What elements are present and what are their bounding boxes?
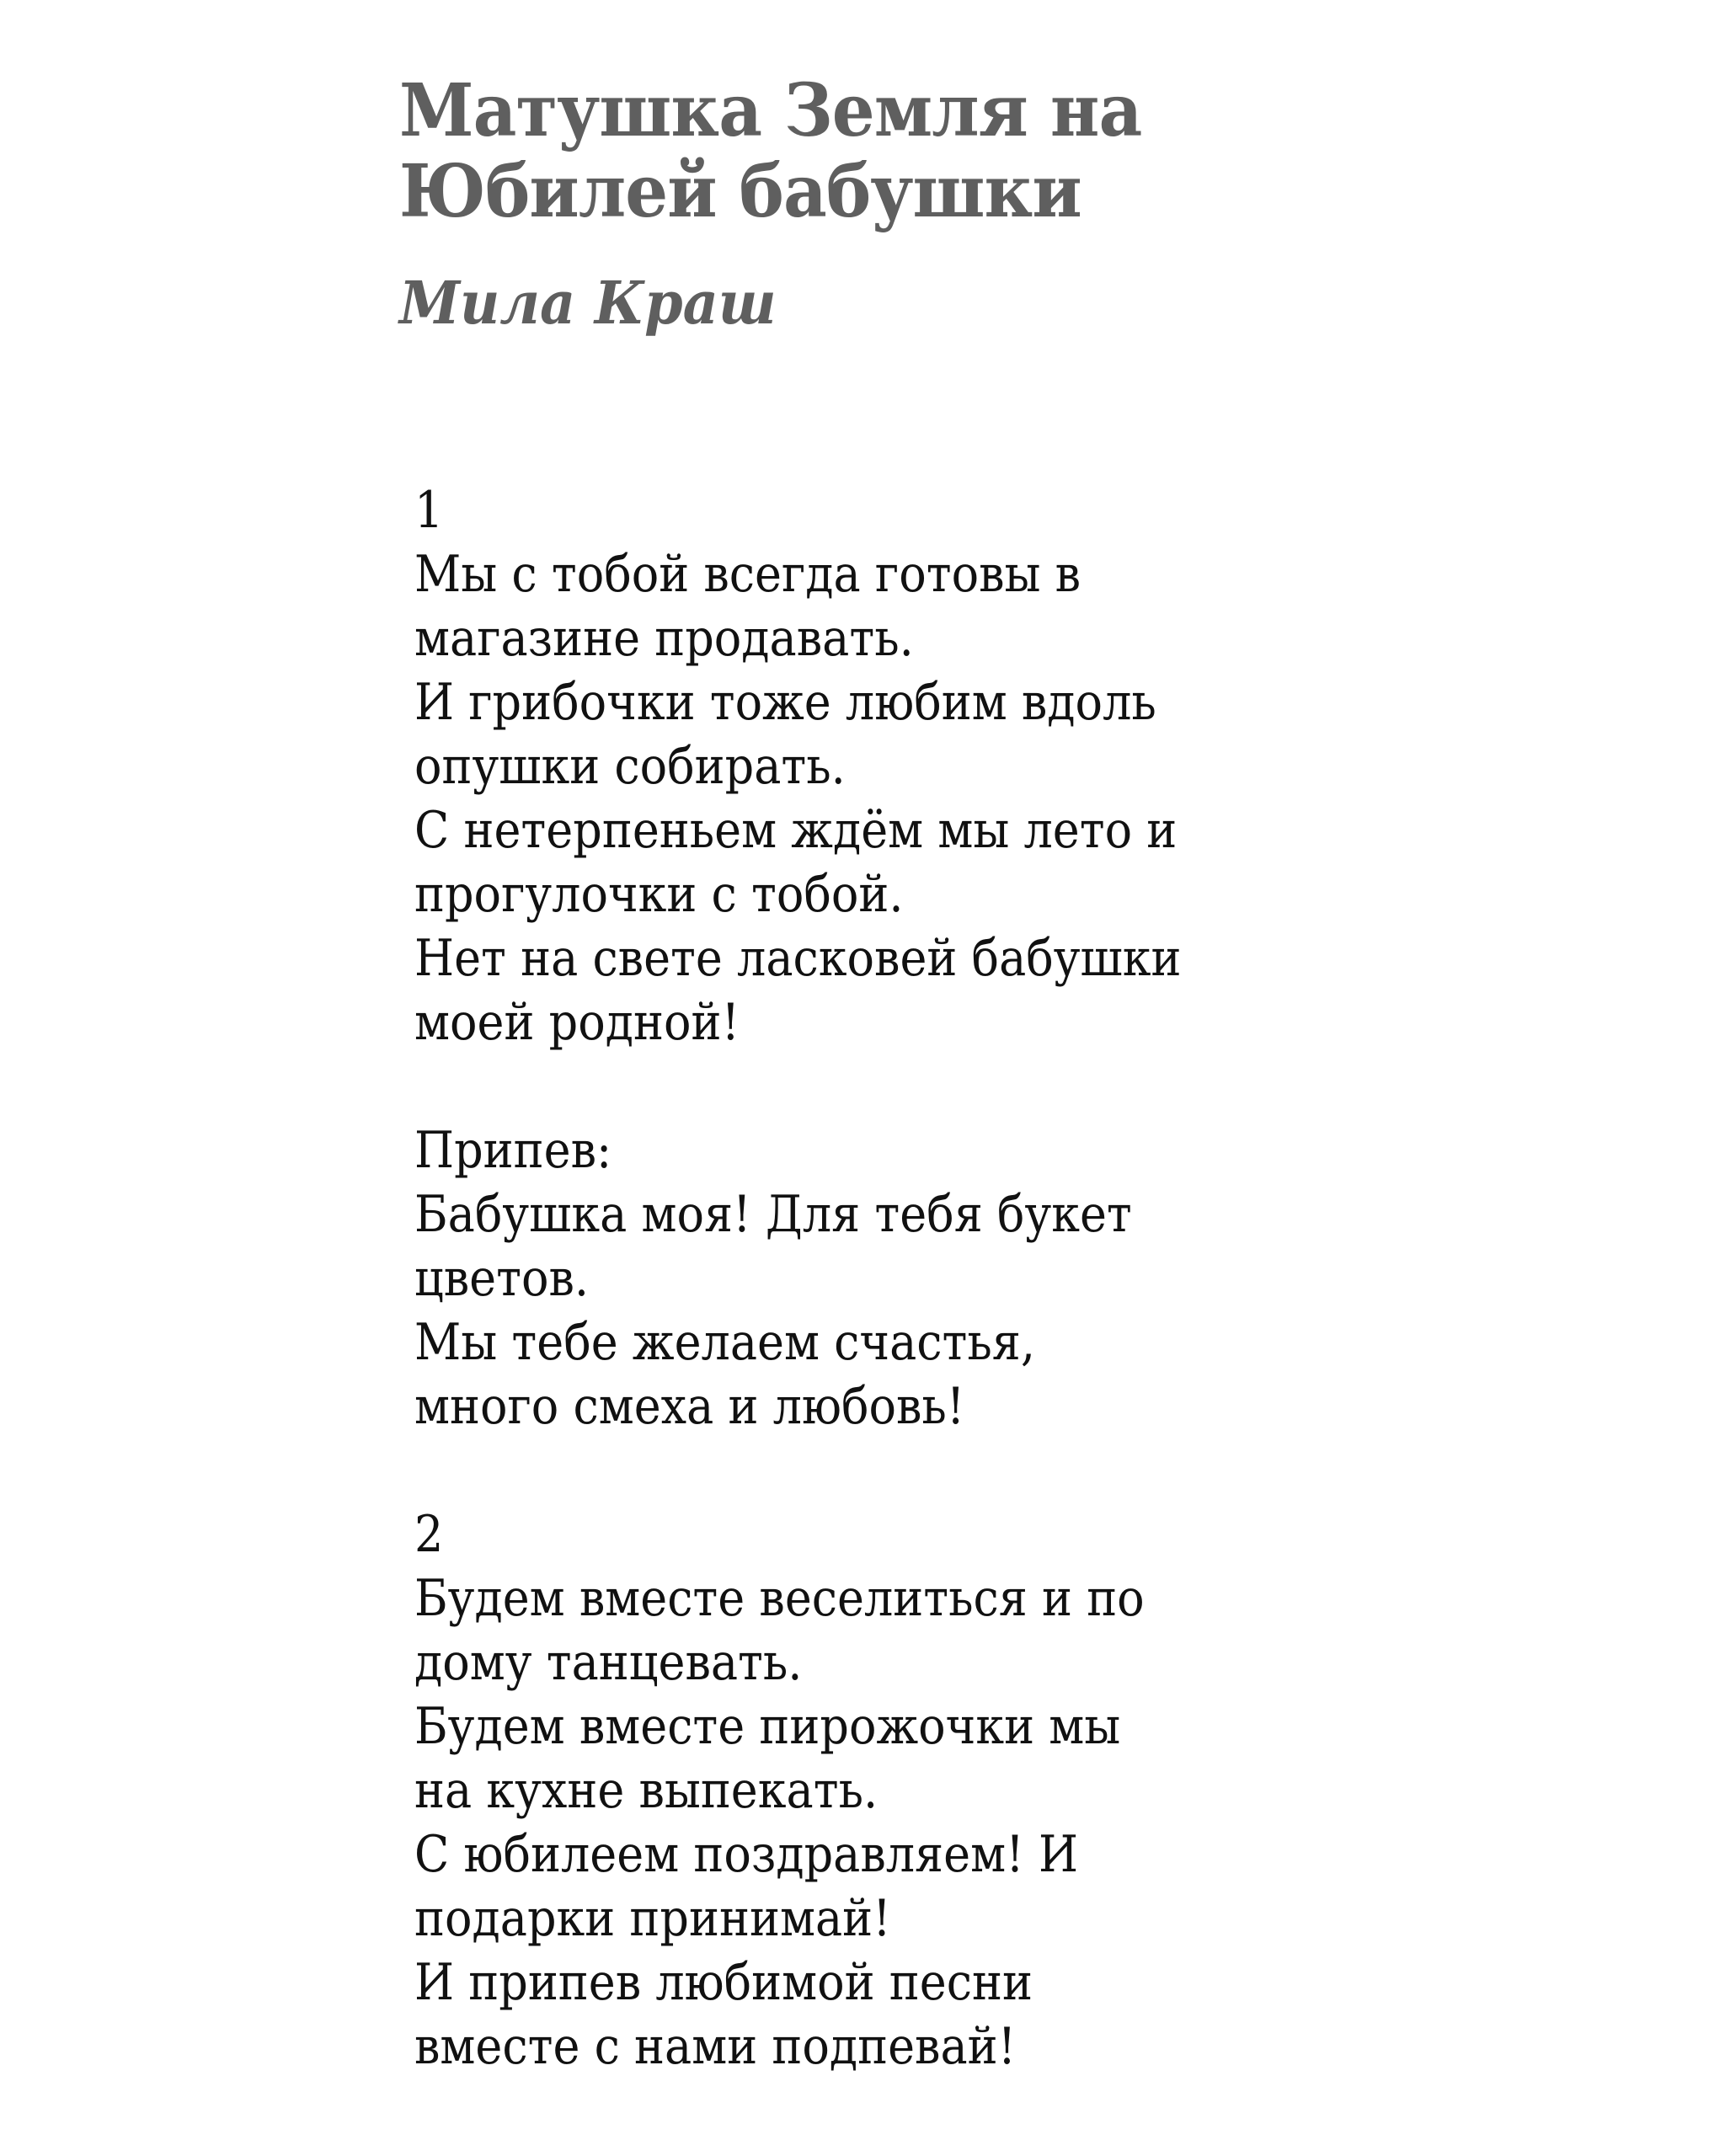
lyric-line: моей родной!: [414, 993, 740, 1052]
lyric-line: Мы с тобой всегда готовы в: [414, 545, 1081, 604]
verse-1: [414, 478, 1400, 1054]
lyric-line: опушки собирать.: [414, 737, 846, 796]
lyrics-body: [414, 478, 1400, 2079]
lyric-line: Будем вместе пирожочки мы: [414, 1697, 1121, 1756]
lyric-line: Будем вместе веселиться и по: [414, 1569, 1145, 1628]
chorus: [414, 1118, 1400, 1438]
chorus-label: Припев:: [414, 1121, 612, 1180]
lyric-line: дому танцевать.: [414, 1633, 803, 1692]
song-title-line: Матушка Земля на: [399, 68, 1142, 153]
lyric-line: С нетерпеньем ждём мы лето и: [414, 801, 1178, 860]
lyric-line: много смеха и любовь!: [414, 1377, 965, 1436]
lyric-line: подарки принимай!: [414, 1889, 891, 1948]
lyric-line: цветов.: [414, 1249, 590, 1308]
verse-label: 1: [414, 481, 444, 540]
lyric-line: И грибочки тоже любим вдоль: [414, 673, 1156, 732]
lyric-line: И припев любимой песни: [414, 1953, 1033, 2012]
verse-2: [414, 1502, 1400, 2079]
lyric-line: Бабушка моя! Для тебя букет: [414, 1185, 1132, 1244]
lyric-line: магазине продавать.: [414, 609, 914, 668]
verse-label: 2: [414, 1505, 444, 1564]
lyric-line: на кухне выпекать.: [414, 1761, 879, 1820]
song-title: [399, 68, 1339, 234]
lyric-line: вместе с нами подпевай!: [414, 2017, 1017, 2076]
lyric-line: прогулочки с тобой.: [414, 865, 904, 924]
author-name: Мила Краш: [399, 268, 777, 338]
lyric-line: Нет на свете ласковей бабушки: [414, 929, 1182, 988]
lyric-line: Мы тебе желаем счастья,: [414, 1313, 1036, 1372]
lyric-line: С юбилеем поздравляем! И: [414, 1825, 1079, 1884]
song-title-line: Юбилей бабушки: [399, 149, 1081, 234]
